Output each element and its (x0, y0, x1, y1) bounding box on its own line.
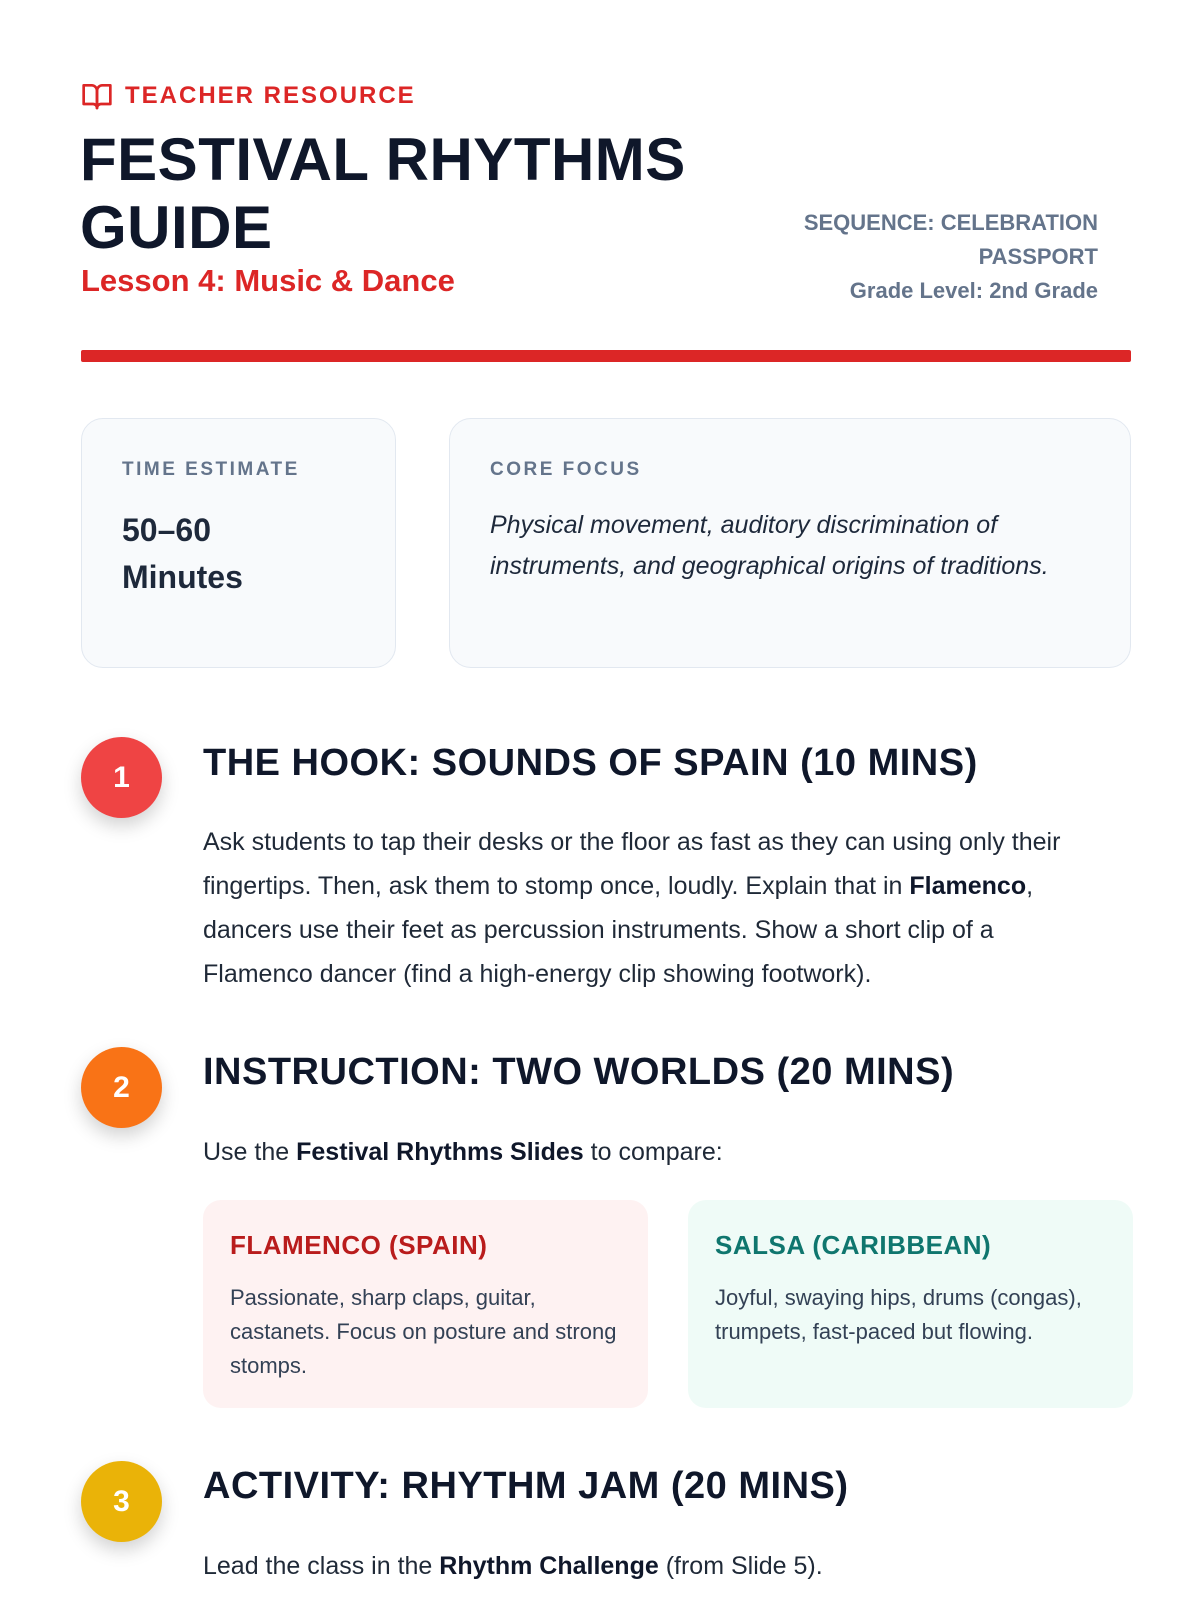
step-3-body (203, 1544, 1103, 1588)
step-2-bold: Festival Rhythms Slides (296, 1138, 584, 1166)
step-1-text-b: , dancers use their feet as percussion instruments. Show a short clip of a Flamenco dancer (find a high-energy clip showing footwork). (203, 872, 1034, 988)
sequence-label: SEQUENCE: CELEBRATION PASSPORT (803, 210, 1098, 269)
eyebrow-label: TEACHER RESOURCE (125, 82, 416, 109)
step-1-text-a: Ask students to tap their desks or the floor as fast as they can using only their fingertips. Then, ask them to stomp once, loudly. Explain that in (203, 828, 1061, 900)
salsa-text: Joyful, swaying hips, drums (congas), trumpets, fast-paced but flowing. (715, 1285, 1082, 1344)
step-3-bold: Rhythm Challenge (439, 1552, 659, 1580)
eyebrow (81, 80, 416, 112)
open-book-icon (81, 80, 113, 112)
core-focus-card (449, 418, 1131, 668)
flamenco-text: Passionate, sharp claps, guitar, castanets. Focus on posture and strong stomps. (230, 1285, 617, 1378)
step-3-badge: 3 (81, 1461, 162, 1542)
time-estimate-label: TIME ESTIMATE (122, 459, 300, 480)
step-2-badge: 2 (81, 1047, 162, 1128)
step-1-body (203, 820, 1103, 996)
step-2-text-a: Use the (203, 1138, 297, 1166)
step-2-text-b: to compare: (583, 1138, 723, 1166)
step-1-badge: 1 (81, 737, 162, 818)
step-3-text-b: (from Slide 5). (658, 1552, 823, 1580)
grade-label: Grade Level: 2nd Grade (849, 278, 1098, 303)
salsa-heading: SALSA (CARIBBEAN) (715, 1230, 992, 1260)
page-title: FESTIVAL RHYTHMS GUIDE (80, 126, 686, 261)
lesson-meta (778, 206, 1098, 308)
time-estimate-value: 50–60 Minutes (122, 512, 243, 595)
step-2-title: INSTRUCTION: TWO WORLDS (20 MINS) (203, 1051, 955, 1093)
step-1-title: THE HOOK: SOUNDS OF SPAIN (10 MINS) (203, 742, 978, 784)
header-divider (81, 350, 1131, 362)
step-2-body (203, 1130, 1103, 1174)
flamenco-heading: FLAMENCO (SPAIN) (230, 1230, 488, 1260)
core-focus-label: CORE FOCUS (490, 459, 642, 480)
step-1-bold: Flamenco (909, 872, 1027, 900)
time-estimate-card (81, 418, 396, 668)
lesson-subtitle: Lesson 4: Music & Dance (81, 263, 455, 298)
flamenco-card (203, 1200, 648, 1408)
salsa-card (688, 1200, 1133, 1408)
core-focus-value: Physical movement, auditory discrimination of instruments, and geographical origins of traditions. (490, 511, 1049, 580)
step-3-title: ACTIVITY: RHYTHM JAM (20 MINS) (203, 1465, 849, 1507)
step-3-text-a: Lead the class in the (203, 1552, 440, 1580)
